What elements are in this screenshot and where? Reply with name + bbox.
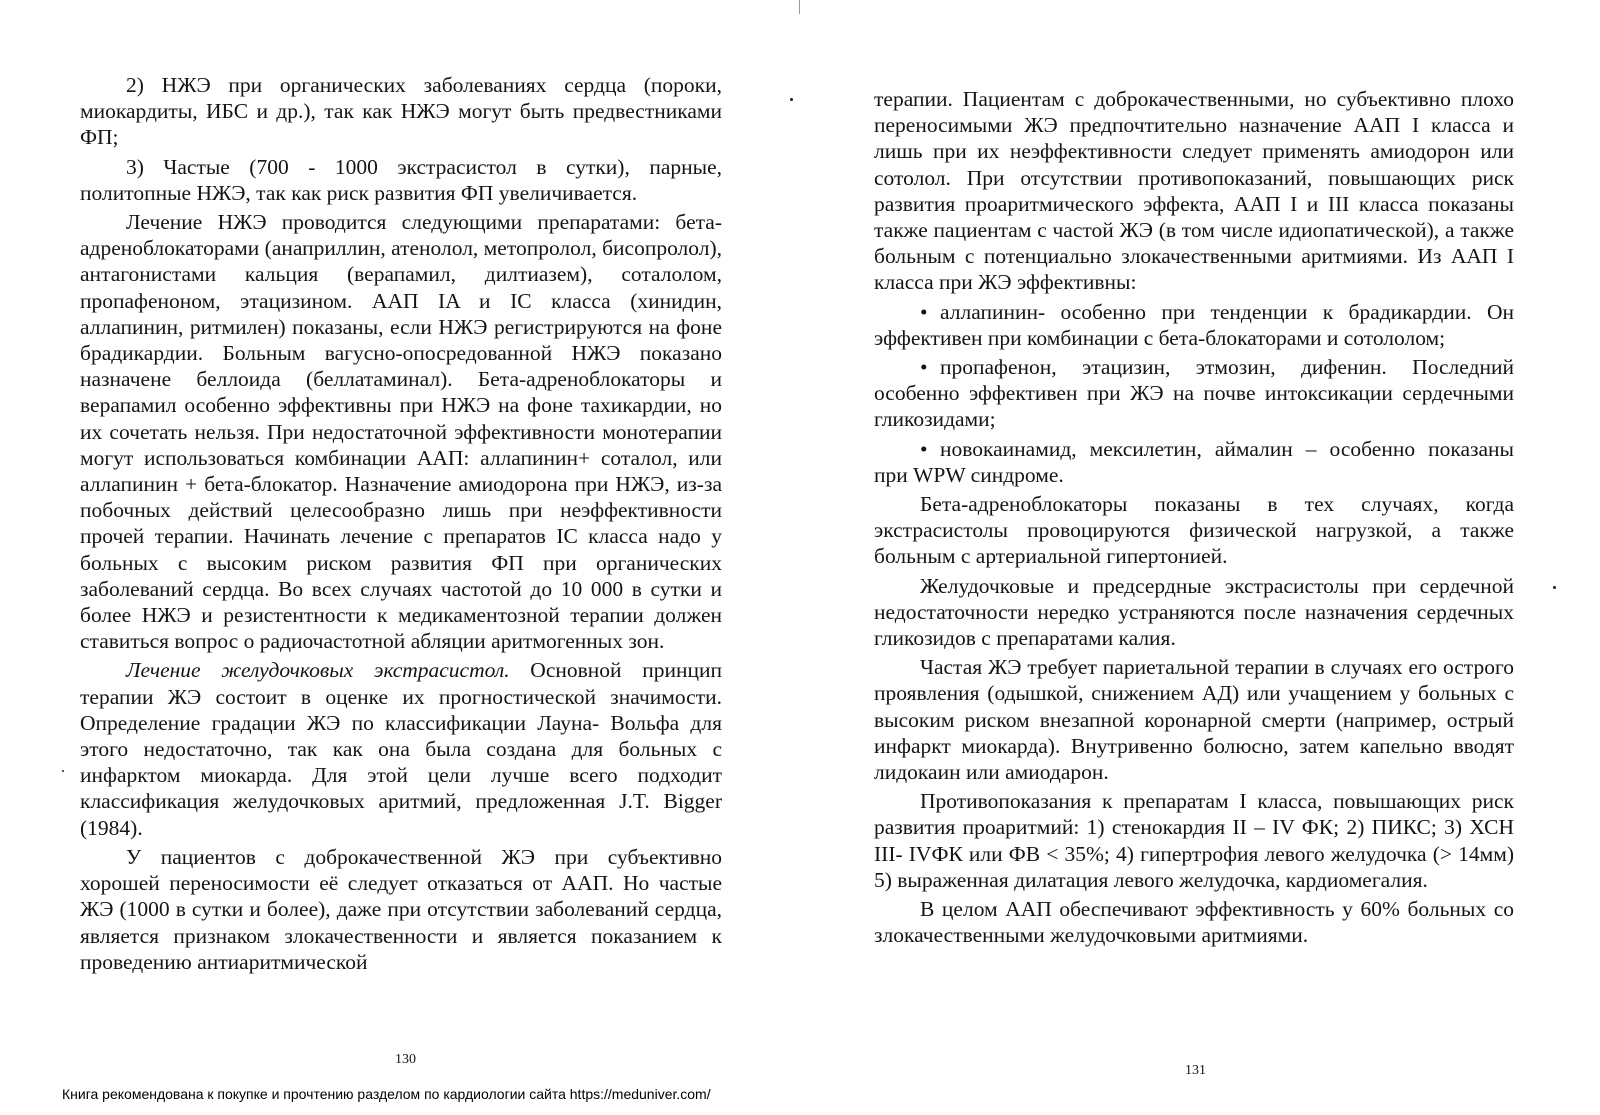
paragraph: 2) НЖЭ при органических заболеваниях сердца (пороки, миокардиты, ИБС и др.), так как НЖЭ могут быть предвестниками ФП; bbox=[80, 73, 722, 150]
paragraph: 3) Частые (700 - 1000 экстрасистол в сутки), парные, политопные НЖЭ, так как риск развития ФП увеличивается. bbox=[80, 154, 722, 205]
paragraph: Бета-адреноблокаторы показаны в тех случаях, когда экстрасистолы провоцируются физической нагрузкой, а также больным с артериальной гипертонией. bbox=[874, 492, 1514, 569]
right-page-text bbox=[874, 86, 1514, 952]
list-item bbox=[874, 299, 1514, 351]
paragraph: Желудочковые и предсердные экстрасистолы при сердечной недостаточности нередко устраняются после назначения сердечных гликозидов с препаратами калия. bbox=[874, 573, 1514, 651]
list-item bbox=[874, 354, 1514, 433]
page-number: 131 bbox=[1185, 1063, 1206, 1078]
paragraph: Лечение НЖЭ проводится следующими препаратами: бета- адреноблокаторами (анаприллин, атенолол, метопролол, бисопролол), антагонистами кальция (верапамил, дилтиазем), соталолом, пропафеноном, этацизином. ААП IA и IC класса (хинидин, аллапинин, ритмилен) показаны, если НЖЭ регистрируются на фоне брадикардии. Больным вагусно-опосредованной НЖЭ показано назначене беллоида (беллатаминал). Бета-адреноблокаторы и верапамил особенно эффективны при НЖЭ на фоне тахикардии, но их сочетать нельзя. При недостаточной эффективности монотерапии могут использоваться комбинации ААП: аллапинин+ соталол, или аллапинин + бета-блокатор. Назначение амиодорона при НЖЭ, из-за побочных действий целесообразно лишь при неэффективности прочей терапии. Начинать лечение с препаратов IC класса надо у больных с высоким риском развития ФП при органических заболеваний сердца. Во всех случаях частотой до 10 000 в сутки и более НЖЭ и резистентности к медикаментозной терапии должен ставиться вопрос о радиочастотной абляции аритмогенных зон. bbox=[80, 210, 723, 654]
section-heading: Лечение желудочковых экстрасистол. bbox=[126, 658, 510, 683]
right-page bbox=[800, 0, 1600, 1115]
paragraph: Частая ЖЭ требует париетальной терапии в случаях его острого проявления (одышкой, снижением АД) или учащением у больных с высоким риском внезапной коронарной смерти (например, острый инфаркт миокарда). Внутривенно болюсно, затем капельно вводят лидокаин или амиодарон. bbox=[874, 655, 1514, 785]
scan-speck bbox=[790, 98, 793, 101]
list-item-text: аллапинин- особенно при тенденции к брадикардии. Он эффективен при комбинации с бета-блокаторами и сотололом; bbox=[874, 299, 1514, 350]
bullet-icon: • bbox=[920, 355, 928, 380]
bullet-icon: • bbox=[920, 299, 928, 324]
list-item bbox=[874, 436, 1514, 488]
paragraph bbox=[80, 657, 722, 840]
list-item-text: новокаинамид, мексилетин, аймалин – особенно показаны при WPW синдроме. bbox=[874, 436, 1514, 487]
page-number: 130 bbox=[395, 1052, 416, 1067]
left-page-text bbox=[80, 72, 722, 978]
paragraph: терапии. Пациентам с доброкачественными, но субъективно плохо переносимыми ЖЭ предпочтительно назначение ААП I класса и лишь при их неэффективности следует применять амиодорон или сотолол. При отсутствии противопоказаний, повышающих риск развития проаритмического эффекта, ААП I и III класса показаны также пациентам с частой ЖЭ (в том числе идиопатической), а также больным с потенциально злокачественными аритмиями. Из ААП I класса при ЖЭ эффективны: bbox=[874, 87, 1514, 295]
paragraph: Противопоказания к препаратам I класса, повышающих риск развития проаритмий: 1) стенокардия II – IV ФК; 2) ПИКС; 3) ХСН III- IVФК или ФВ < 35%; 4) гипертрофия левого желудочка (> 14мм) 5) выраженная дилатация левого желудочка, кардиомегалия. bbox=[874, 789, 1514, 892]
list-item-text: пропафенон, этацизин, этмозин, дифенин. Последний особенно эффективен при ЖЭ на почве интоксикации сердечными гликозидами; bbox=[874, 355, 1514, 432]
paragraph-body: Основной принцип терапии ЖЭ состоит в оценке их прогностической значимости. Определение градации ЖЭ по классификации Лауна- Вольфа для этого недостаточно, так как она была создана для больных с инфарктом миокарда. Для этой цели лучше всего подходит классификация желудочковых аритмий, предложенная J.T. Bigger (1984). bbox=[80, 658, 722, 840]
bullet-icon: • bbox=[920, 436, 928, 461]
paragraph: В целом ААП обеспечивают эффективность у 60% больных со злокачественными желудочковыми аритмиями. bbox=[874, 897, 1514, 948]
scan-speck bbox=[62, 770, 64, 772]
footer-note: Книга рекомендована к покупке и прочтению разделом по кардиологии сайта https://meduniver.com/ bbox=[62, 1086, 711, 1102]
paragraph: У пациентов с доброкачественной ЖЭ при субъективно хорошей переносимости её следует отказаться от ААП. Но частые ЖЭ (1000 в сутки и более), даже при отсутствии заболеваний сердца, является признаком злокачественности и является показанием к проведению антиаритмической bbox=[80, 844, 722, 974]
scan-speck bbox=[1553, 586, 1556, 589]
